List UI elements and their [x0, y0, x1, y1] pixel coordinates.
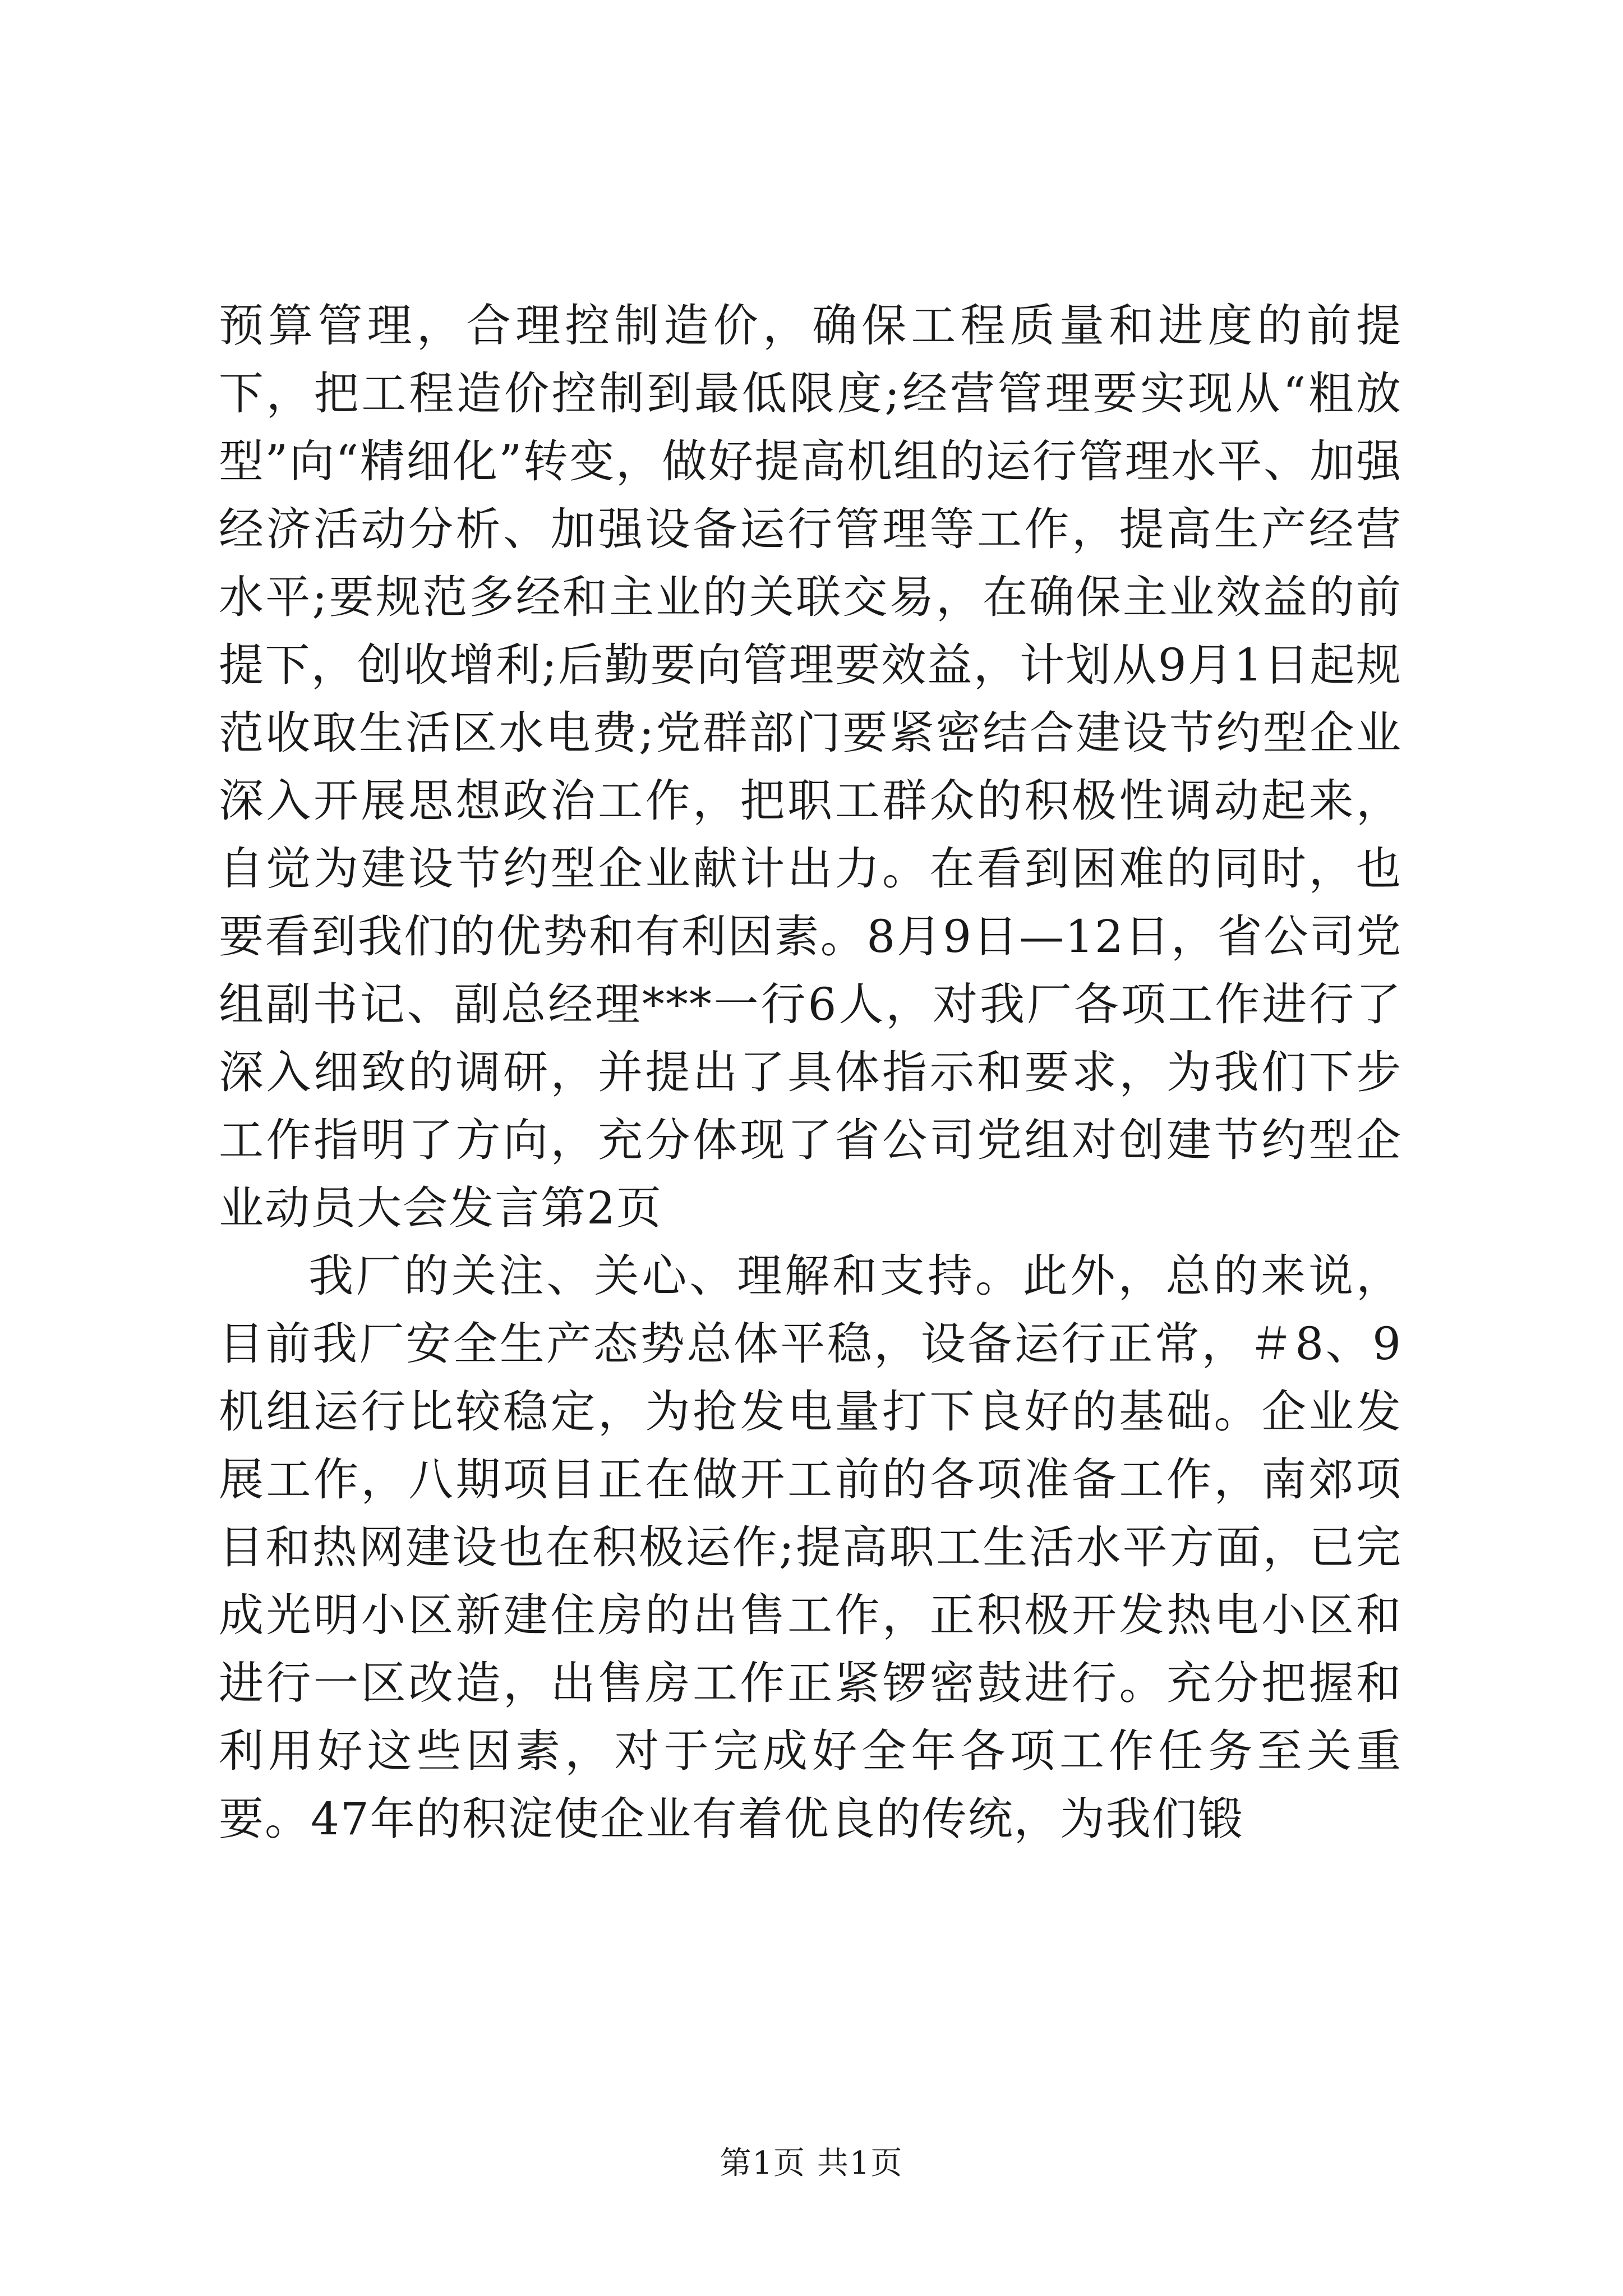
body-paragraph-2: 我厂的关注、关心、理解和支持。此外，总的来说，目前我厂安全生产态势总体平稳，设备运行正常，＃8、9机组运行比较稳定，为抢发电量打下良好的基础。企业发展工作，八期项目正在做开工前的各项准备工作，南郊项目和热网建设也在积极运作;提高职工生活水平方面，已完成光明小区新建住房的出售工作，正积极开发热电小区和进行一区改造，出售房工作正紧锣密鼓进行。充分把握和利用好这些因素，对于完成好全年各项工作任务至关重要。47年的积淀使企业有着优良的传统，为我们锻	[219, 1250, 1402, 1845]
document-body	[219, 292, 1402, 1853]
page-footer	[0, 2144, 1623, 2183]
page-number-label: 第1页 共1页	[720, 2145, 903, 2182]
body-paragraph-1: 预算管理，合理控制造价，确保工程质量和进度的前提下，把工程造价控制到最低限度;经营管理要实现从“粗放型”向“精细化”转变，做好提高机组的运行管理水平、加强经济活动分析、加强设备运行管理等工作，提高生产经营水平;要规范多经和主业的关联交易，在确保主业效益的前提下，创收增利;后勤要向管理要效益，计划从9月1日起规范收取生活区水电费;党群部门要紧密结合建设节约型企业深入开展思想政治工作，把职工群众的积极性调动起来，自觉为建设节约型企业献计出力。在看到困难的同时，也要看到我们的优势和有利因素。8月9日—12日，省公司党组副书记、副总经理***一行6人，对我厂各项工作进行了深入细致的调研，并提出了具体指示和要求，为我们下步工作指明了方向，充分体现了省公司党组对创建节约型企业动员大会发言第2页	[219, 300, 1402, 1234]
